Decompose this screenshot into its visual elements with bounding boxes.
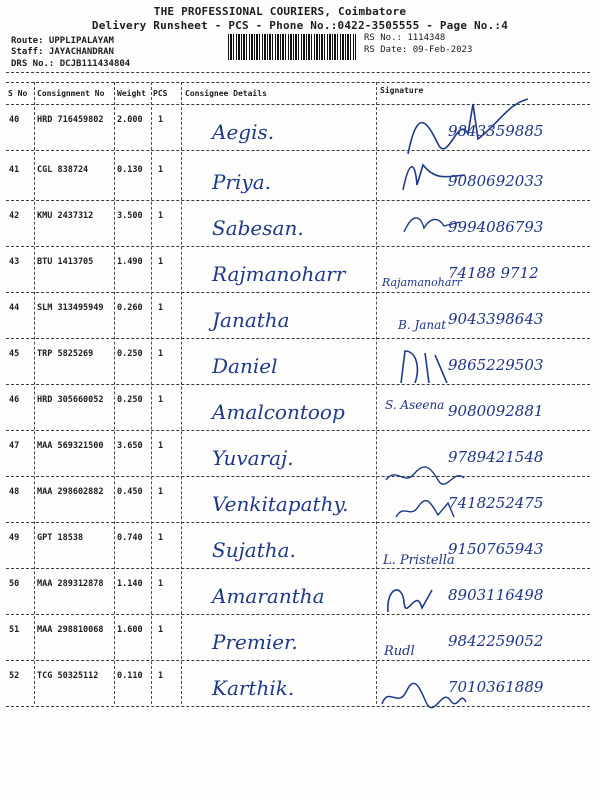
row-sno: 49 — [9, 533, 20, 543]
barcode-image — [228, 34, 356, 60]
row-divider — [6, 660, 590, 661]
row-sno: 45 — [9, 349, 20, 359]
row-consignment-no: HRD 716459802 — [37, 115, 104, 125]
row-divider — [6, 338, 590, 339]
column-header-consignment: Consignment No — [37, 89, 105, 98]
row-weight: 0.740 — [117, 533, 143, 543]
row-signature-phone: 8903116498 — [448, 586, 544, 604]
row-consignee-name: Aegis. — [212, 120, 275, 144]
row-pcs: 1 — [158, 115, 164, 125]
row-pcs: 1 — [158, 671, 164, 681]
row-divider — [6, 476, 590, 477]
row-consignee-name: Daniel — [212, 354, 278, 378]
staff-label: Staff: JAYACHANDRAN — [11, 47, 114, 57]
row-signature-phone: 9865229503 — [448, 356, 544, 374]
rs-number: RS No.: 1114348 — [364, 33, 446, 43]
row-consignment-no: GPT 18538 — [37, 533, 84, 543]
row-weight: 1.490 — [117, 257, 143, 267]
row-sno: 46 — [9, 395, 20, 405]
runsheet-title: THE PROFESSIONAL COURIERS, Coimbatore — [153, 5, 407, 18]
rs-date: RS Date: 09-Feb-2023 — [364, 45, 473, 55]
row-sno: 48 — [9, 487, 20, 497]
row-weight: 0.250 — [117, 395, 143, 405]
row-consignment-no: KMU 2437312 — [37, 211, 94, 221]
row-pcs: 1 — [158, 257, 164, 267]
signature-scribble — [392, 495, 472, 525]
row-weight: 3.650 — [117, 441, 143, 451]
row-consignment-no: MAA 298602882 — [37, 487, 104, 497]
row-consignee-name: Venkitapathy. — [212, 492, 349, 516]
signature-name: S. Aseena — [385, 398, 445, 412]
row-weight: 0.110 — [117, 671, 143, 681]
row-pcs: 1 — [158, 579, 164, 589]
row-signature-phone: 9842259052 — [448, 632, 544, 650]
signature-scribble — [378, 64, 588, 164]
row-consignment-no: TCG 50325112 — [37, 671, 99, 681]
row-consignment-no: BTU 1413705 — [37, 257, 94, 267]
row-divider — [6, 706, 590, 707]
column-divider — [114, 82, 115, 704]
row-weight: 3.500 — [117, 211, 143, 221]
row-sno: 44 — [9, 303, 20, 313]
column-header-pcs: PCS — [153, 89, 168, 98]
column-header-weight: Weight — [117, 89, 146, 98]
row-pcs: 1 — [158, 441, 164, 451]
row-sno: 40 — [9, 115, 20, 125]
column-divider — [34, 82, 35, 704]
row-divider — [6, 384, 590, 385]
signature-name: L. Pristella — [383, 553, 455, 568]
row-divider — [6, 568, 590, 569]
column-header-consignee: Consignee Details — [185, 89, 267, 98]
row-consignment-no: TRP 5825269 — [37, 349, 94, 359]
row-signature-phone: 74188 9712 — [448, 264, 539, 282]
row-signature-phone: 9150765943 — [448, 540, 544, 558]
row-divider — [6, 246, 590, 247]
signature-scribble — [382, 460, 472, 490]
row-signature-phone: 7010361889 — [448, 678, 544, 696]
row-consignment-no: MAA 289312878 — [37, 579, 104, 589]
row-pcs: 1 — [158, 165, 164, 175]
row-consignee-name: Amarantha — [212, 584, 325, 608]
row-consignee-name: Rajmanoharr — [212, 262, 346, 286]
row-consignment-no: HRD 305660052 — [37, 395, 104, 405]
row-signature-phone: 9080692033 — [448, 172, 544, 190]
row-consignee-name: Sabesan. — [212, 216, 304, 240]
row-consignment-no: CGL 838724 — [37, 165, 89, 175]
row-sno: 51 — [9, 625, 20, 635]
row-sno: 41 — [9, 165, 20, 175]
row-consignee-name: Janatha — [212, 308, 290, 332]
row-pcs: 1 — [158, 303, 164, 313]
row-signature-phone: 9080092881 — [448, 402, 544, 420]
row-pcs: 1 — [158, 349, 164, 359]
row-consignment-no: SLM 313495949 — [37, 303, 104, 313]
row-weight: 0.130 — [117, 165, 143, 175]
column-divider — [376, 82, 377, 704]
row-weight: 1.600 — [117, 625, 143, 635]
row-signature-phone: 7418252475 — [448, 494, 544, 512]
row-signature-phone: 9043398643 — [448, 310, 544, 328]
signature-scribble — [378, 680, 468, 716]
row-pcs: 1 — [158, 211, 164, 221]
row-divider — [6, 292, 590, 293]
column-divider — [151, 82, 152, 704]
row-weight: 0.450 — [117, 487, 143, 497]
row-pcs: 1 — [158, 533, 164, 543]
row-divider — [6, 430, 590, 431]
signature-scribble — [395, 155, 475, 195]
row-consignee-name: Amalcontoop — [212, 400, 345, 424]
signature-name: Rajamanoharr — [382, 276, 462, 289]
row-weight: 2.000 — [117, 115, 143, 125]
signature-name: B. Janat — [398, 318, 447, 332]
row-consignee-name: Karthik. — [212, 676, 295, 700]
row-consignee-name: Priya. — [212, 170, 271, 194]
row-divider — [6, 522, 590, 523]
column-header-signature: Signature — [380, 86, 424, 95]
row-pcs: 1 — [158, 395, 164, 405]
row-weight: 0.250 — [117, 349, 143, 359]
row-consignee-name: Yuvaraj. — [212, 446, 294, 470]
row-consignee-name: Sujatha. — [212, 538, 296, 562]
signature-scribble — [382, 578, 442, 618]
column-divider — [181, 82, 182, 704]
row-weight: 1.140 — [117, 579, 143, 589]
row-divider — [6, 200, 590, 201]
signature-scribble — [395, 345, 455, 390]
row-pcs: 1 — [158, 487, 164, 497]
row-pcs: 1 — [158, 625, 164, 635]
row-signature-phone: 9843359885 — [448, 122, 544, 140]
signature-scribble — [400, 208, 470, 238]
row-consignment-no: MAA 298810068 — [37, 625, 104, 635]
row-sno: 50 — [9, 579, 20, 589]
route-label: Route: UPPLIPALAYAM — [11, 36, 114, 46]
row-sno: 52 — [9, 671, 20, 681]
row-consignee-name: Premier. — [212, 630, 298, 654]
drs-number: DRS No.: DCJB111434804 — [11, 59, 131, 69]
row-sno: 43 — [9, 257, 20, 267]
row-divider — [6, 614, 590, 615]
runsheet-subtitle: Delivery Runsheet - PCS - Phone No.:0422-3505555 - Page No.:4 — [91, 19, 509, 32]
row-signature-phone: 9994086793 — [448, 218, 544, 236]
column-header-sno: S No — [8, 89, 28, 98]
row-consignment-no: MAA 569321500 — [37, 441, 104, 451]
signature-name: Rudl — [384, 644, 415, 659]
row-weight: 0.260 — [117, 303, 143, 313]
row-sno: 42 — [9, 211, 20, 221]
row-signature-phone: 9789421548 — [448, 448, 544, 466]
row-sno: 47 — [9, 441, 20, 451]
